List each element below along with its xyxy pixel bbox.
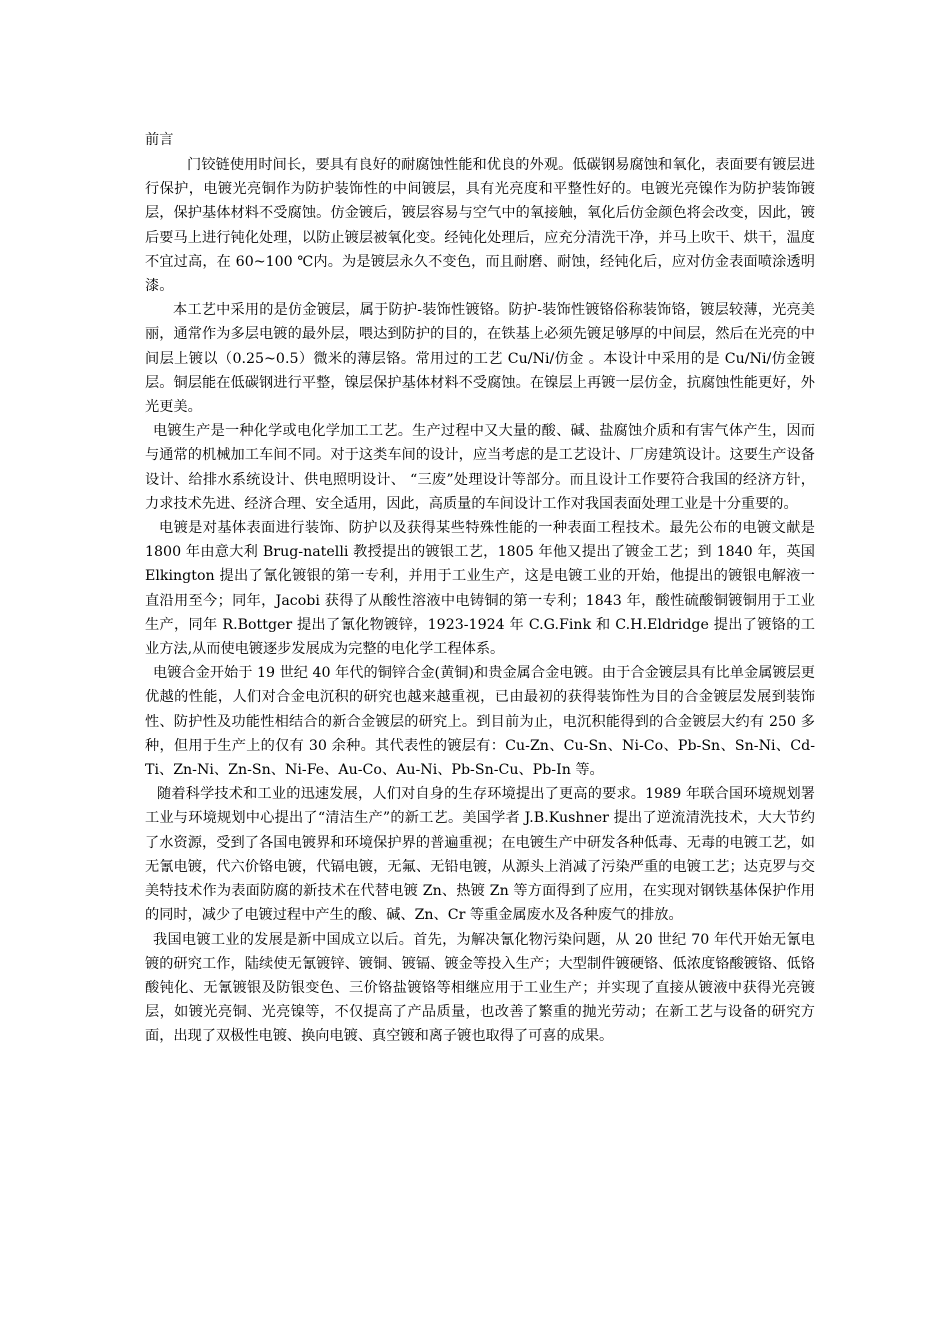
paragraph-china-industry: 我国电镀工业的发展是新中国成立以后。首先，为解决氰化物污染问题，从 20 世纪 70 年代开始无氰电镀的研究工作，陆续使无氰镀锌、镀铜、镀镉、镀金等投入生产；大型制件镀硬铬、低浓度铬酸镀铬、低铬酸钝化、无氰镀银及防银变色、三价铬盐镀铬等相继应用于工业生产；并实现了直接从镀液中获得光亮镀层，如镀光亮铜、光亮镍等，不仅提高了产品质量，也改善了繁重的抛光劳动；在新工艺与设备的研究方面，出现了双极性电镀、换向电镀、真空镀和离子镀也取得了可喜的成果。 [145, 931, 815, 1045]
paragraph-workshop-design: 电镀生产是一种化学或电化学加工工艺。生产过程中又大量的酸、碱、盐腐蚀介质和有害气体产生，因而与通常的机械加工车间不同。对于这类车间的设计，应当考虑的是工艺设计、厂房建筑设计。这要生产设备设计、给排水系统设计、供电照明设计、 “三废”处理设计等部分。而且设计工作要符合我国的经济方针，力求技术先进、经济合理、安全适用，因此，高质量的车间设计工作对我国表面处理工业是十分重要的。 [145, 423, 815, 512]
paragraph-alloy-plating: 电镀合金开始于 19 世纪 40 年代的铜锌合金(黄铜)和贵金属合金电镀。由于合金镀层具有比单金属镀层更优越的性能，人们对合金电沉积的研究也越来越重视，已由最初的获得装饰性为目的合金镀层发展到装饰性、防护性及功能性相结合的新合金镀层的研究上。到目前为止，电沉积能得到的合金镀层大约有 250 多种，但用于生产上的仅有 30 余种。其代表性的镀层有：Cu-Zn、Cu-Sn、Ni-Co、Pb-Sn、Sn-Ni、Cd-Ti、Zn-Ni、Zn-Sn、Ni-Fe、Au-Co、Au-Ni、Pb-Sn-Cu、Pb-In 等。 [145, 665, 815, 779]
paragraph-electroplating-history: 电镀是对基体表面进行装饰、防护以及获得某些特殊性能的一种表面工程技术。最先公布的电镀文献是 1800 年由意大利 Brug-natelli 教授提出的镀银工艺，1805 年他又提出了镀金工艺；到 1840 年，英国 Elkington 提出了氰化镀银的第一专利，并用于工业生产，这是电镀工业的开始，他提出的镀银电解液一直沿用至今；同年，Jacobi 获得了从酸性溶液中电铸铜的第一专利；1843 年，酸性硫酸铜镀铜用于工业生产，同年 R.Bottger 提出了氰化物镀锌，1923-1924 年 C.G.Fink 和 C.H.Eldridge 提出了镀铬的工业方法,从而使电镀逐步发展成为完整的电化学工程体系。 [145, 520, 815, 658]
paragraph-imitation-gold-process: 本工艺中采用的是仿金镀层，属于防护-装饰性镀铬。防护-装饰性镀铬俗称装饰铬，镀层较薄，光亮美丽，通常作为多层电镀的最外层，喂达到防护的目的，在铁基上必须先镀足够厚的中间层，然后在光亮的中间层上镀以（0.25~0.5）微米的薄层铬。常用过的工艺 Cu/Ni/仿金 。本设计中采用的是 Cu/Ni/仿金镀层。铜层能在低碳钢进行平整，镍层保护基体材料不受腐蚀。在镍层上再镀一层仿金，抗腐蚀性能更好，外光更美。 [145, 302, 815, 416]
document-heading: 前言 [145, 132, 174, 148]
paragraph-hinge-coating: 门铰链使用时间长，要具有良好的耐腐蚀性能和优良的外观。低碳钢易腐蚀和氧化，表面要有镀层进行保护，电镀光亮铜作为防护装饰性的中间镀层，具有光亮度和平整性好的。电镀光亮镍作为防护装饰镀层，保护基体材料不受腐蚀。仿金镀后，镀层容易与空气中的氧接触，氧化后仿金颜色将会改变，因此，镀后要马上进行钝化处理，以防止镀层被氧化变。经钝化处理后，应充分清洗干净，并马上吹干、烘干，温度不宜过高，在 60~100 ℃内。为是镀层永久不变色，而且耐磨、耐蚀，经钝化后，应对仿金表面喷涂透明漆。 [145, 157, 815, 295]
document-page [145, 128, 815, 1049]
paragraph-clean-production: 随着科学技术和工业的迅速发展，人们对自身的生存环境提出了更高的要求。1989 年联合国环境规划署工业与环境规划中心提出了“清洁生产”的新工艺。美国学者 J.B.Kushner 提出了逆流清洗技术，大大节约了水资源，受到了各国电镀界和环境保护界的普遍重视；在电镀生产中研发各种低毒、无毒的电镀工艺，如无氰电镀，代六价铬电镀，代镉电镀，无氟、无铅电镀，从源头上消减了污染严重的电镀工艺；达克罗与交美特技术作为表面防腐的新技术在代替电镀 Zn、热镀 Zn 等方面得到了应用，在实现对钢铁基体保护作用的同时，减少了电镀过程中产生的酸、碱、Zn、Cr 等重金属废水及各种废气的排放。 [145, 786, 815, 924]
